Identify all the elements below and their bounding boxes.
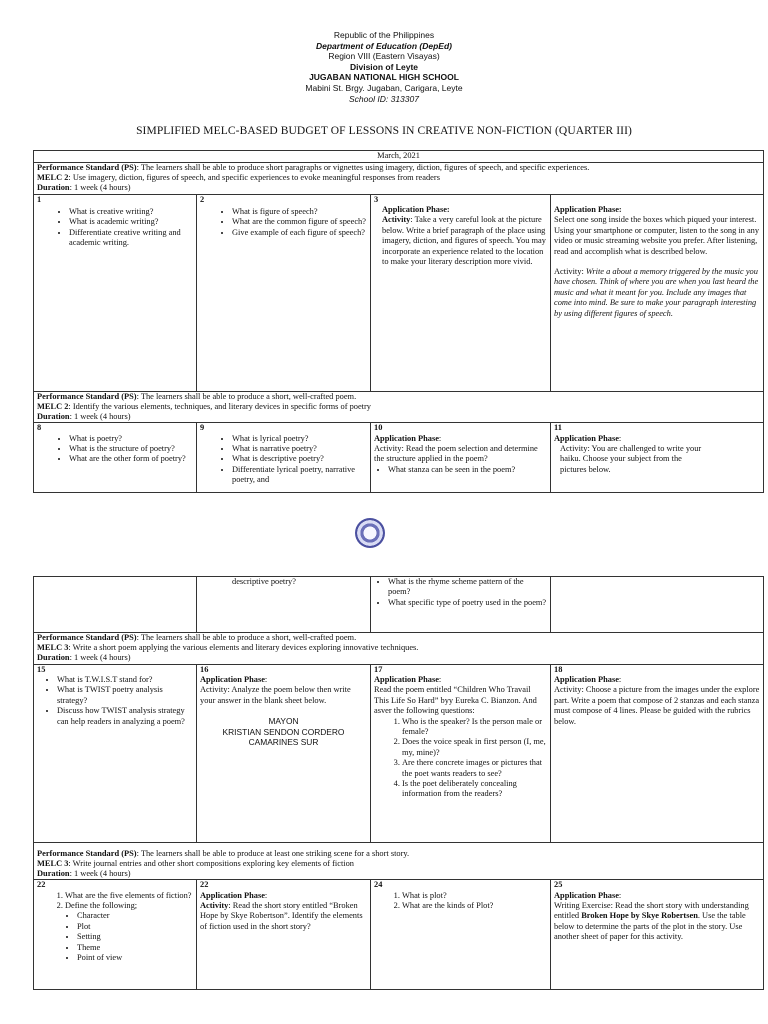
section4-day22: 22 1. What are the five elements of fiction? 2. Define the following; • Character • Plot • Setting • Theme • Point of view [34, 880, 197, 990]
section3-day16: 16 Application Phase: Activity: Analyze the poem below then write your answer in the blank sheet below. MAYON KRISTIAN SENDON CORDERO CAMARINES SUR [197, 664, 371, 842]
letterhead-address: Mabini St. Brgy. Jugaban, Carigara, Leyte [305, 82, 463, 93]
section1-day4: Application Phase: Select one song inside the boxes which piqued your interest. Using your smartphone or computer, listen to the song in any video or music streaming website you prefer. After listening, read and accomplish what is described below. Activity: Write a about a memory triggered by the music you have chosen. Think of where you are when you last heard the music and what it meant for you. Include any images that come into mind. Be sure to make your paragraph interesting by using different figures of speech. [551, 194, 764, 391]
poem-title: MAYON [268, 716, 299, 727]
letterhead-republic: Republic of the Philippines [333, 30, 435, 40]
section2-day9: 9 • What is lyrical poetry? • What is narrative poetry? • What is descriptive poetry? • Differentiate lyrical poetry, narrative poetry, and [197, 423, 371, 493]
section2-day8-cont [34, 577, 197, 633]
section1-standards: Performance Standard (PS): The learners shall be able to produce short paragraphs or vignettes using imagery, diction, figures of speech, and specific experiences. MELC 2: Use imagery, diction, figures of speech, and specific experiences to evoke meaningful responses from readers Duration: 1 week (4 hours) [34, 163, 764, 195]
letterhead-school-id: School ID: 313307 [349, 93, 419, 104]
letterhead [0, 30, 768, 104]
letterhead-division: Division of Leyte [349, 61, 418, 72]
section1-day3: 3 Application Phase: Activity: Take a very careful look at the picture below. Write a brief paragraph of the place using imagery, diction, and figures of speech. You may incorporate an experience related to the location to make your literary description more vivid. [371, 194, 551, 391]
section2-day11: 11 Application Phase: Activity: You are challenged to write your haiku. Choose your subject from the pictures below. [551, 423, 764, 493]
section3-day17: 17 Application Phase: Read the poem entitled “Children Who Travail This Life So Hard” byy Eureka C. Bianzon. And asver the following questions: 1. Who is the speaker? Is the person male or female? 2. Does the voice speak in first person (I, me, my, mine)? 3. Are there concrete images or pictures that the poet wants readers to see? 4. Is the poet deliberately concealing information from the readers? [371, 664, 551, 842]
section4-day25: 25 Application Phase: Writing Exercise: Read the short story with understanding entitled Broken Hope by Skye Robertsen. Use the table below to determine the parts of the plot in the story. Use another sheet of paper for this activity. [551, 880, 764, 990]
section3-standards: Performance Standard (PS): The learners shall be able to produce a short, well-crafted poem. MELC 3: Write a short poem applying the various elements and literary devices exploring innovative techniques. Duration: 1 week (4 hours) [34, 633, 764, 665]
poem-place: CAMARINES SUR [248, 737, 319, 748]
month-cell: March, 2021 [34, 151, 764, 163]
budget-table-page1 [33, 150, 764, 493]
section1-day2: 2 • What is figure of speech? • What are the common figure of speech? • Give example of each figure of speech? [197, 194, 371, 391]
poem-author: KRISTIAN SENDON CORDERO [222, 726, 345, 737]
section1-day1: 1 • What is creative writing? • What is academic writing? • Differentiate creative writing and academic writing. [34, 194, 197, 391]
section4-day24: 24 1. What is plot? 2. What are the kinds of Plot? [371, 880, 551, 990]
letterhead-deped: Department of Education (DepEd) [315, 40, 452, 51]
section2-day10: 10 Application Phase: Activity: Read the poem selection and determine the structure applied in the poem? • What stanza can be seen in the poem? [371, 423, 551, 493]
section4-day22b: 22 Application Phase: Activity: Read the short story entitled “Broken Hope by Skye Robertson”. Identify the elements of fiction used in the short story? [197, 880, 371, 990]
section3-day15: 15 • What is T.W.I.S.T stand for? • What is TWIST poetry analysis strategy? • Discuss how TWIST analysis strategy can help readers in analyzing a poem? [34, 664, 197, 842]
document-title: SIMPLIFIED MELC-BASED BUDGET OF LESSONS IN CREATIVE NON-FICTION (QUARTER III) [136, 125, 632, 137]
section2-day9-cont: descriptive poetry? [197, 577, 371, 633]
deped-seal-icon [355, 518, 385, 548]
section3-day18: 18 Application Phase: Activity: Choose a picture from the images under the explore part. Write a poem that compose of 2 stanzas and each stanza must compose of 4 lines. Please be guided with the rubrics below. [551, 664, 764, 842]
section2-day11-cont [551, 577, 764, 633]
section2-standards: Performance Standard (PS): The learners shall be able to produce a short, well-crafted poem. MELC 2: Identify the various elements, techniques, and literary devices in specific forms of poetry Duration: 1 week (4 hours) [34, 391, 764, 423]
letterhead-school: JUGABAN NATIONAL HIGH SCHOOL [309, 72, 459, 83]
section4-standards: Performance Standard (PS): The learners shall be able to produce at least one striking scene for a short story. MELC 3: Write journal entries and other short compositions exploring key elements of fiction Duration: 1 week (4 hours) [34, 842, 764, 880]
letterhead-region: Region VIII (Eastern Visayas) [328, 51, 440, 62]
section2-day8: 8 • What is poetry? • What is the structure of poetry? • What are the other form of poetry? [34, 423, 197, 493]
budget-table-page2 [33, 576, 764, 990]
section2-day10-cont: • What is the rhyme scheme pattern of the poem? • What specific type of poetry used in the poem? [371, 577, 551, 633]
